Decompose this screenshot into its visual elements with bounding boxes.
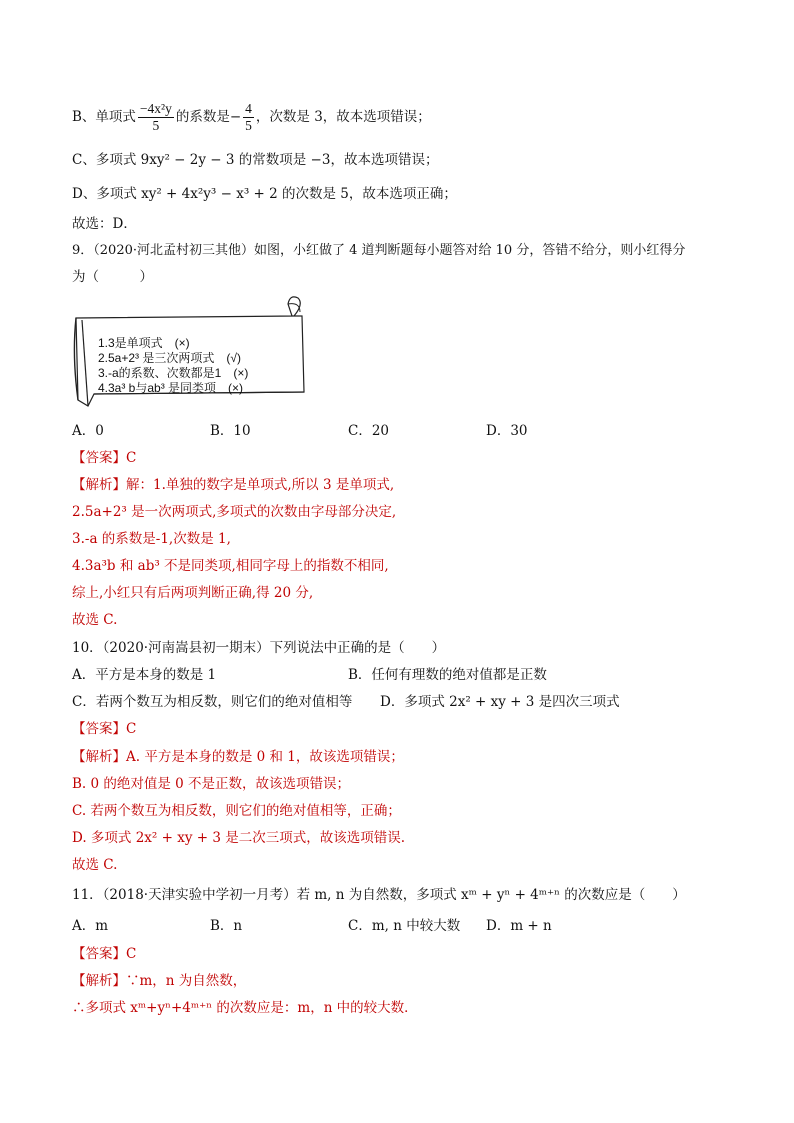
q9-stem-line1: 9．（2020·河北孟村初三其他）如图，小红做了 4 道判断题每小题答对给 10 分，答错不给分，则小红得分 [72, 243, 686, 258]
q9-analysis-6: 故选 C. [72, 612, 118, 628]
scroll-item: 1.3是单项式 (×) [98, 336, 190, 350]
q9-option-b: B．10 [210, 423, 251, 439]
q10-answer [72, 719, 136, 739]
analysis-tag: 【解析】 [72, 749, 126, 765]
answer-tag: 【答案】 [72, 721, 126, 737]
q10-option-c: C．若两个数互为相反数，则它们的绝对值相等 [72, 694, 353, 710]
q11-option-b: B．n [210, 918, 243, 934]
option-b-explanation [72, 100, 431, 134]
option-d-explanation: D、多项式 xy² + 4x²y³ − x³ + 2 的次数是 5，故本选项正确； [72, 186, 457, 202]
answer-value: C [126, 450, 137, 466]
analysis-tag: 【解析】 [72, 973, 126, 989]
q11-option-c: C．m, n 中较大数 [348, 918, 461, 934]
answer-value: C [126, 721, 137, 737]
scroll-item: 4.3a³ b与ab³ 是同类项 (×) [98, 381, 244, 395]
q11-analysis-1: 【解析】∵m，n 为自然数， [72, 973, 247, 989]
coefficient-fraction: $\frac{\text{−4x²y}}{5}$ [139, 101, 172, 133]
q10-analysis-1: 【解析】A. 平方是本身的数是 0 和 1，故该选项错误； [72, 749, 404, 765]
q10-analysis-4: D. 多项式 2x² + xy + 3 是二次三项式，故该选项错误. [72, 830, 406, 846]
answer-tag: 【答案】 [72, 946, 126, 962]
q10-option-a: A．平方是本身的数是 1 [72, 667, 217, 683]
b-suffix: ，次数是 3，故本选项错误； [255, 109, 431, 125]
scroll-text [98, 336, 248, 396]
q9-analysis-2: 2.5a+2³ 是一次两项式,多项式的次数由字母部分决定, [72, 504, 397, 520]
q10-stem: 10．（2020·河南嵩县初一期末）下列说法中正确的是（ ） [72, 640, 446, 656]
choose-d: 故选：D． [72, 216, 137, 232]
q9-option-a: A．0 [72, 423, 104, 439]
b-prefix: B、单项式 [72, 109, 136, 125]
q9-analysis-4: 4.3a³b 和 ab³ 不是同类项,相同字母上的指数不相同, [72, 558, 389, 574]
coefficient-value-fraction: $\frac{4}{5}$ [245, 101, 252, 133]
q11-analysis-2: ∴多项式 xᵐ+yⁿ+4ᵐ⁺ⁿ 的次数应是：m，n 中的较大数． [72, 1000, 418, 1016]
q10-option-d: D．多项式 2x² + xy + 3 是四次三项式 [380, 694, 620, 710]
q11-answer [72, 944, 136, 964]
analysis-tag: 【解析】 [72, 477, 126, 493]
answer-tag: 【答案】 [72, 450, 126, 466]
scroll-figure [72, 296, 312, 412]
q10-analysis-5: 故选 C. [72, 857, 118, 873]
q11-option-a: A．m [72, 918, 109, 934]
answer-value: C [126, 946, 137, 962]
q10-analysis-3: C. 若两个数互为相反数，则它们的绝对值相等，正确； [72, 803, 401, 819]
q9-stem-line2: 为（ ） [72, 269, 153, 285]
q9-option-d: D．30 [486, 423, 528, 439]
q10-analysis-2: B. 0 的绝对值是 0 不是正数，故该选项错误； [72, 776, 351, 792]
q9-analysis-3: 3.-a 的系数是-1,次数是 1, [72, 531, 231, 547]
q10-option-b: B．任何有理数的绝对值都是正数 [348, 667, 547, 683]
q9-analysis-5: 综上,小红只有后两项判断正确,得 20 分, [72, 585, 314, 601]
scroll-item: 2.5a+2³ 是三次两项式 (√) [98, 351, 241, 365]
q9-option-c: C．20 [348, 423, 390, 439]
scroll-item: 3.-a的系数、次数都是1 (×) [98, 366, 249, 380]
option-c-explanation: C、多项式 9xy² − 2y − 3 的常数项是 −3，故本选项错误； [72, 152, 439, 168]
b-mid: 的系数是− [175, 109, 242, 125]
q11-stem: 11．（2018·天津实验中学初一月考）若 m, n 为自然数，多项式 xᵐ + yⁿ + 4ᵐ⁺ⁿ 的次数应是（ ） [72, 887, 686, 903]
q9-analysis-1: 【解析】解：1.单独的数字是单项式,所以 3 是单项式, [72, 477, 395, 493]
q9-answer [72, 448, 136, 468]
q11-option-d: D．m + n [486, 918, 552, 934]
